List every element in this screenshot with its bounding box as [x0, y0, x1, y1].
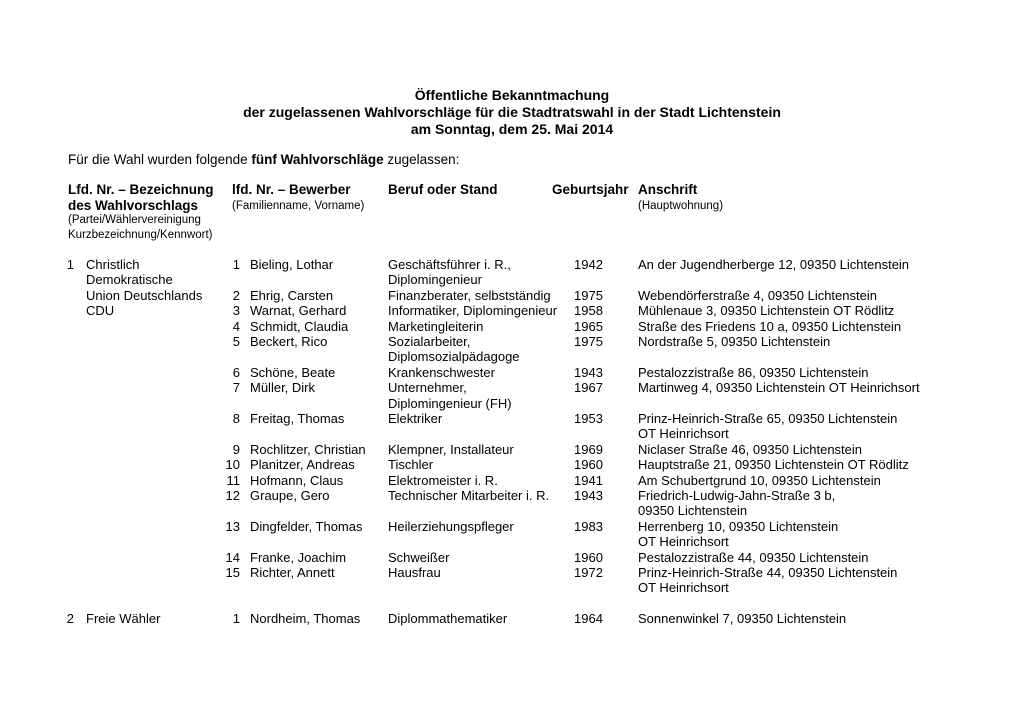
candidate-birth-year: 1975 [574, 288, 603, 303]
group-name-line: Demokratische [86, 272, 173, 287]
candidate-number: 8 [232, 411, 240, 426]
candidate-number: 3 [232, 303, 240, 318]
candidate-beruf: Diplomsozialpädagoge [388, 349, 520, 364]
candidate-address: Webendörferstraße 4, 09350 Lichtenstein [638, 288, 877, 303]
candidate-name: Warnat, Gerhard [250, 303, 347, 318]
header-col1-sub2: Kurzbezeichnung/Kennwort) [68, 229, 213, 241]
candidate-birth-year: 1972 [574, 565, 603, 580]
candidate-number: 1 [232, 611, 240, 626]
header-col2-line1: lfd. Nr. – Bewerber [232, 182, 351, 197]
candidate-birth-year: 1943 [574, 488, 603, 503]
candidate-address: Martinweg 4, 09350 Lichtenstein OT Heinrichsort [638, 380, 920, 395]
candidate-name: Rochlitzer, Christian [250, 442, 366, 457]
candidate-address: OT Heinrichsort [638, 426, 729, 441]
title-line-3: am Sonntag, dem 25. Mai 2014 [410, 121, 614, 137]
candidate-name: Planitzer, Andreas [250, 457, 355, 472]
candidate-name: Schöne, Beate [250, 365, 336, 380]
header-col4-line1: Geburtsjahr [552, 182, 629, 197]
candidate-birth-year: 1960 [574, 457, 603, 472]
header-col1-line1: Lfd. Nr. – Bezeichnung [68, 182, 214, 197]
candidate-name: Beckert, Rico [250, 334, 328, 349]
candidate-address: 09350 Lichtenstein [638, 503, 748, 518]
candidate-number: 9 [232, 442, 240, 457]
candidate-number: 4 [232, 319, 240, 334]
candidate-beruf: Elektromeister i. R. [388, 473, 498, 488]
candidate-beruf: Technischer Mitarbeiter i. R. [388, 488, 550, 503]
group-name-line: CDU [86, 303, 115, 318]
candidate-birth-year: 1964 [574, 611, 603, 626]
candidate-address: Sonnenwinkel 7, 09350 Lichtenstein [638, 611, 847, 626]
candidate-beruf: Diplomingenieur [388, 272, 482, 287]
candidate-address: Am Schubertgrund 10, 09350 Lichtenstein [638, 473, 881, 488]
candidate-birth-year: 1967 [574, 380, 603, 395]
candidate-birth-year: 1965 [574, 319, 603, 334]
header-col5-sub1: (Hauptwohnung) [638, 200, 724, 212]
header-col2-sub1: (Familienname, Vorname) [232, 200, 365, 212]
candidate-beruf: Klempner, Installateur [388, 442, 514, 457]
candidate-birth-year: 1942 [574, 257, 603, 272]
candidate-beruf: Marketingleiterin [388, 319, 484, 334]
candidate-beruf: Sozialarbeiter, [388, 334, 471, 349]
candidate-beruf: Unternehmer, [388, 380, 467, 395]
candidate-birth-year: 1953 [574, 411, 603, 426]
candidate-number: 6 [232, 365, 240, 380]
candidate-beruf: Heilerziehungspfleger [388, 519, 514, 534]
candidate-beruf: Geschäftsführer i. R., [388, 257, 511, 272]
candidate-address: Straße des Friedens 10 a, 09350 Lichtenstein [638, 319, 902, 334]
candidate-birth-year: 1975 [574, 334, 603, 349]
candidate-address: Nordstraße 5, 09350 Lichtenstein [638, 334, 831, 349]
candidate-birth-year: 1943 [574, 365, 603, 380]
title-line-1: Öffentliche Bekanntmachung [414, 87, 610, 103]
candidate-name: Freitag, Thomas [250, 411, 345, 426]
candidate-address: Herrenberg 10, 09350 Lichtenstein [638, 519, 839, 534]
candidate-name: Graupe, Gero [250, 488, 330, 503]
candidate-address: OT Heinrichsort [638, 534, 729, 549]
header-col1-sub1: (Partei/Wählervereinigung [68, 214, 201, 226]
candidate-address: OT Heinrichsort [638, 580, 729, 595]
intro-bold: fünf Wahlvorschläge [251, 152, 384, 167]
candidate-name: Bieling, Lothar [250, 257, 334, 272]
group-number: 1 [66, 257, 74, 272]
candidate-beruf: Krankenschwester [388, 365, 495, 380]
candidate-beruf: Informatiker, Diplomingenieur [388, 303, 558, 318]
candidate-name: Franke, Joachim [250, 550, 347, 565]
candidate-beruf: Elektriker [388, 411, 443, 426]
candidate-beruf: Schweißer [388, 550, 450, 565]
candidate-birth-year: 1983 [574, 519, 603, 534]
header-col3-line1: Beruf oder Stand [388, 182, 498, 197]
candidate-beruf: Diplomingenieur (FH) [388, 396, 512, 411]
candidate-address: Hauptstraße 21, 09350 Lichtenstein OT Rödlitz [638, 457, 909, 472]
candidate-number: 5 [232, 334, 240, 349]
candidate-beruf: Finanzberater, selbstständig [388, 288, 551, 303]
candidate-number: 15 [225, 565, 240, 580]
candidate-name: Schmidt, Claudia [250, 319, 349, 334]
group-name-line: Union Deutschlands [86, 288, 203, 303]
candidate-number: 11 [226, 473, 240, 488]
candidate-birth-year: 1958 [574, 303, 603, 318]
header-col5-line1: Anschrift [638, 182, 698, 197]
candidate-address: Pestalozzistraße 44, 09350 Lichtenstein [638, 550, 869, 565]
intro-text [68, 152, 459, 167]
candidate-address: Friedrich-Ludwig-Jahn-Straße 3 b, [638, 488, 836, 503]
candidate-number: 10 [225, 457, 240, 472]
candidate-name: Ehrig, Carsten [250, 288, 334, 303]
group-name-line: Christlich [86, 257, 140, 272]
candidate-name: Müller, Dirk [250, 380, 316, 395]
candidate-birth-year: 1941 [574, 473, 603, 488]
candidate-birth-year: 1960 [574, 550, 603, 565]
group-name-line: Freie Wähler [86, 611, 161, 626]
candidate-number: 14 [225, 550, 240, 565]
candidate-name: Richter, Annett [250, 565, 335, 580]
intro-pre: Für die Wahl wurden folgende [68, 152, 252, 167]
title-line-2: der zugelassenen Wahlvorschläge für die Stadtratswahl in der Stadt Lichtenstein [243, 104, 781, 120]
candidate-address: Prinz-Heinrich-Straße 65, 09350 Lichtenstein [638, 411, 898, 426]
candidate-beruf: Hausfrau [388, 565, 441, 580]
candidate-name: Dingfelder, Thomas [250, 519, 363, 534]
candidate-birth-year: 1969 [574, 442, 603, 457]
candidate-name: Hofmann, Claus [250, 473, 344, 488]
group-number: 2 [66, 611, 74, 626]
candidate-number: 13 [225, 519, 240, 534]
candidate-number: 1 [232, 257, 240, 272]
candidate-address: Mühlenaue 3, 09350 Lichtenstein OT Rödlitz [638, 303, 895, 318]
candidate-beruf: Tischler [388, 457, 434, 472]
candidate-number: 2 [232, 288, 240, 303]
candidate-number: 12 [225, 488, 240, 503]
candidate-name: Nordheim, Thomas [250, 611, 361, 626]
intro-post: zugelassen: [383, 152, 460, 167]
candidate-address: Niclaser Straße 46, 09350 Lichtenstein [638, 442, 863, 457]
candidate-number: 7 [232, 380, 240, 395]
candidate-address: Pestalozzistraße 86, 09350 Lichtenstein [638, 365, 869, 380]
header-col1-line2: des Wahlvorschlags [68, 198, 199, 213]
candidate-beruf: Diplommathematiker [388, 611, 508, 626]
candidate-address: An der Jugendherberge 12, 09350 Lichtenstein [638, 257, 910, 272]
candidate-address: Prinz-Heinrich-Straße 44, 09350 Lichtenstein [638, 565, 898, 580]
